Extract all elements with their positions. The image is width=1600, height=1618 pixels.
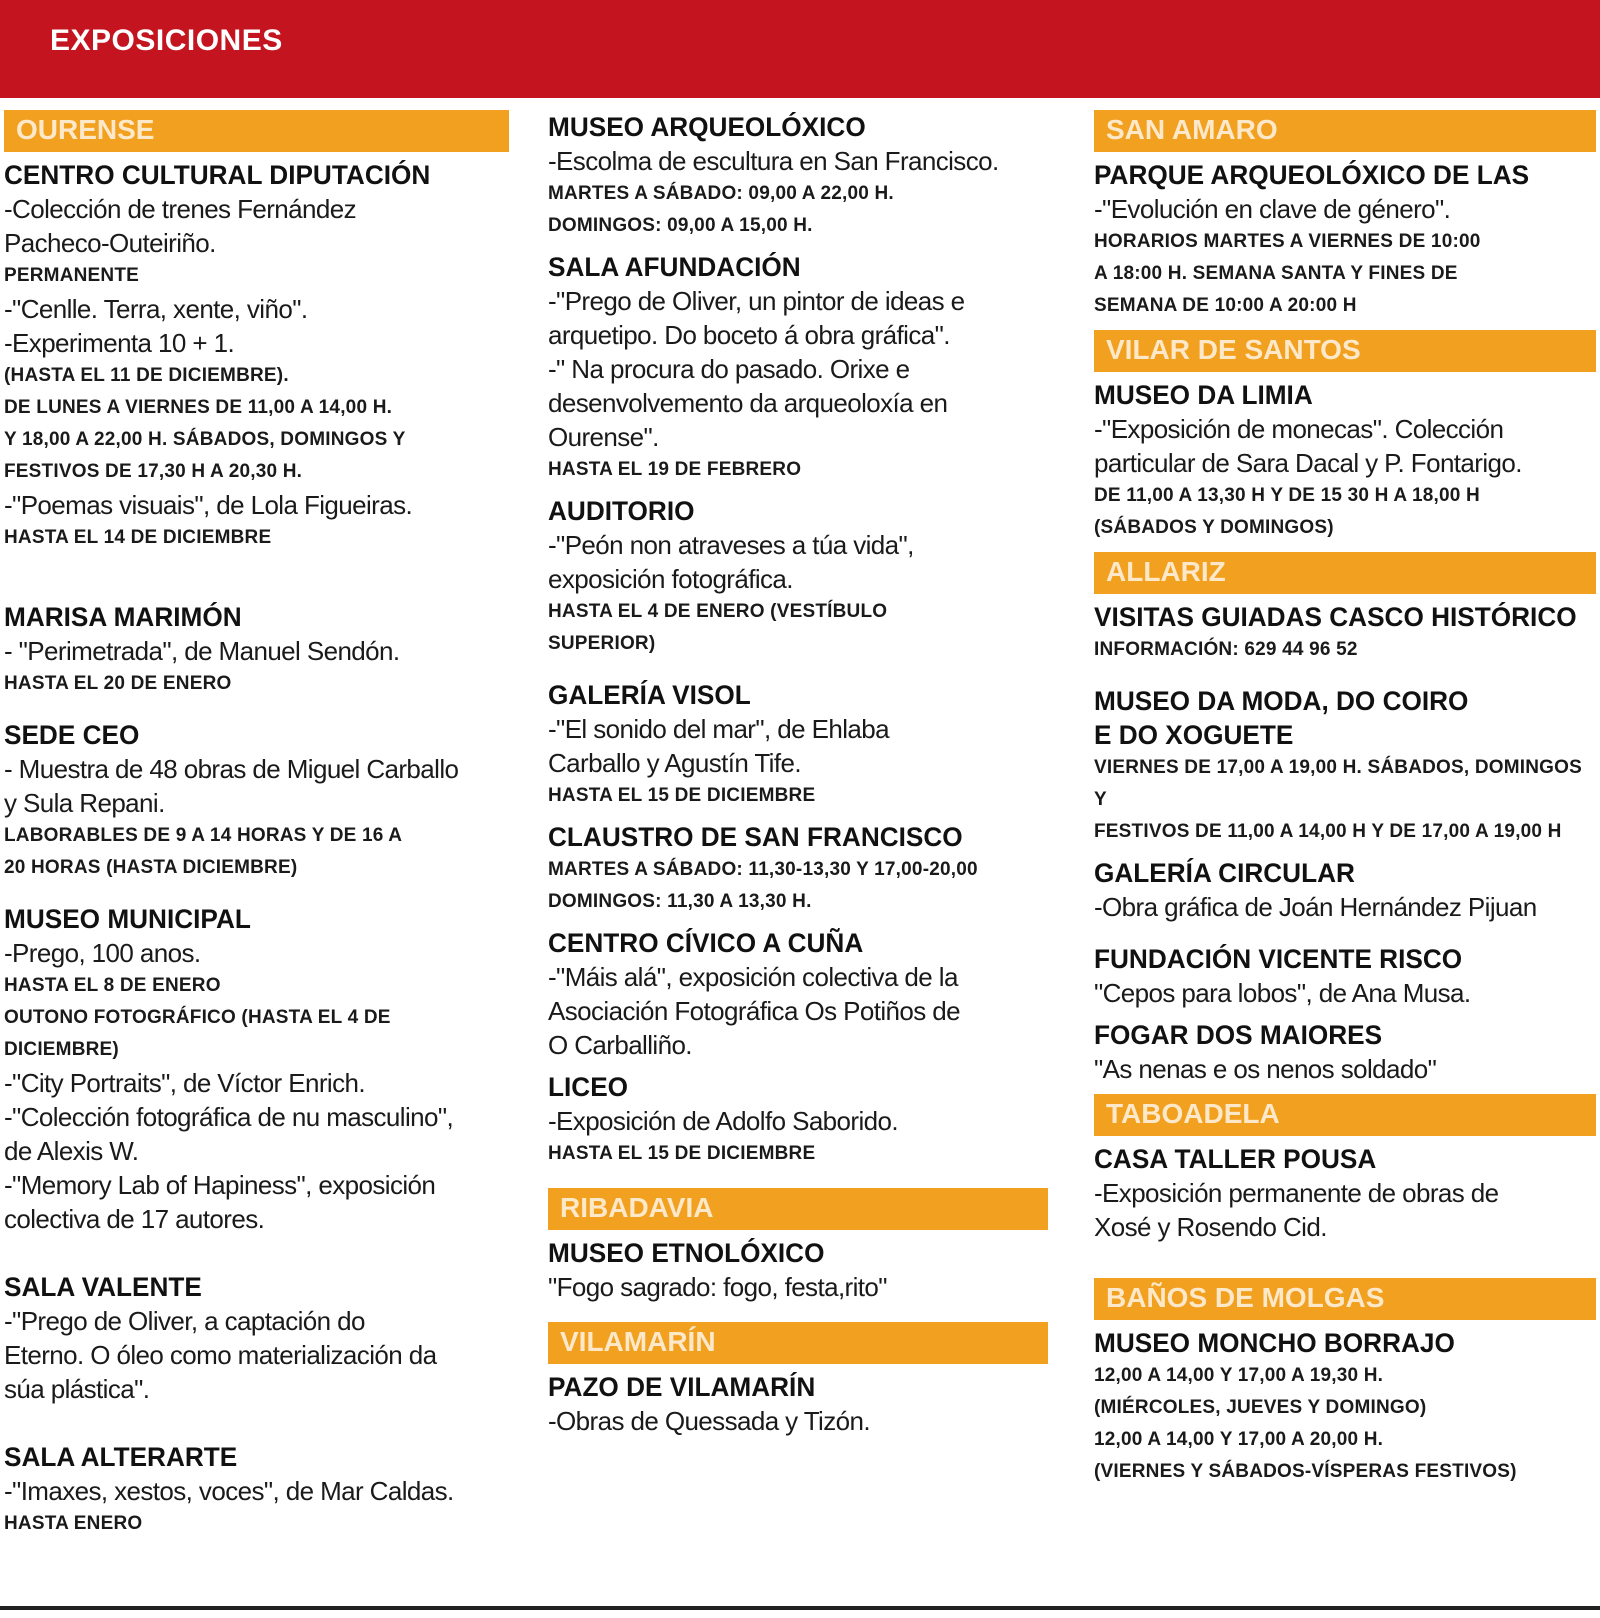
description-text: exposición fotográfica. bbox=[548, 564, 793, 594]
column-2 bbox=[548, 110, 1048, 1446]
schedule-text: SEMANA DE 10:00 A 20:00 H bbox=[1094, 295, 1357, 316]
description-text: -"City Portraits", de Víctor Enrich. bbox=[4, 1068, 365, 1098]
schedule-text: Y 18,00 A 22,00 H. SÁBADOS, DOMINGOS Y bbox=[4, 429, 406, 450]
description-text: súa plástica". bbox=[4, 1374, 150, 1404]
venue-name: SALA AFUNDACIÓN bbox=[548, 252, 801, 282]
exhibition-entry bbox=[1094, 158, 1596, 322]
description-text: -"Máis alá", exposición colectiva de la bbox=[548, 962, 958, 992]
schedule-text: (HASTA EL 11 DE DICIEMBRE). bbox=[4, 365, 289, 386]
venue-name: GALERÍA VISOL bbox=[548, 680, 751, 710]
description-text: desenvolvemento da arqueoloxía en bbox=[548, 388, 948, 418]
schedule-text: MARTES A SÁBADO: 11,30-13,30 Y 17,00-20,00 bbox=[548, 859, 978, 880]
venue-name: PAZO DE VILAMARÍN bbox=[548, 1372, 816, 1402]
schedule-text: 12,00 A 14,00 Y 17,00 A 20,00 H. bbox=[1094, 1429, 1384, 1450]
exhibition-entry bbox=[4, 1440, 509, 1540]
exhibition-entry bbox=[548, 250, 1048, 486]
exhibition-entry bbox=[1094, 378, 1596, 544]
description-text: "As nenas e os nenos soldado" bbox=[1094, 1054, 1437, 1084]
description-text: -"Imaxes, xestos, voces", de Mar Caldas. bbox=[4, 1476, 454, 1506]
venue-name: CLAUSTRO DE SAN FRANCISCO bbox=[548, 822, 963, 852]
description-text: Carballo y Agustín Tife. bbox=[548, 748, 801, 778]
schedule-text: DOMINGOS: 09,00 A 15,00 H. bbox=[548, 215, 813, 236]
description-text: -"Prego de Oliver, un pintor de ideas e bbox=[548, 286, 965, 316]
schedule-text: DE LUNES A VIERNES DE 11,00 A 14,00 H. bbox=[4, 397, 393, 418]
venue-name: AUDITORIO bbox=[548, 496, 695, 526]
description-text: Ourense". bbox=[548, 422, 659, 452]
description-text: -"Colección fotográfica de nu masculino", bbox=[4, 1102, 454, 1132]
venue-name: CASA TALLER POUSA bbox=[1094, 1144, 1377, 1174]
description-text: -Obras de Quessada y Tizón. bbox=[548, 1406, 870, 1436]
description-text: -Prego, 100 anos. bbox=[4, 938, 201, 968]
schedule-text: 20 HORAS (HASTA DICIEMBRE) bbox=[4, 857, 298, 878]
venue-name: MUSEO MONCHO BORRAJO bbox=[1094, 1328, 1455, 1358]
description-text: O Carballiño. bbox=[548, 1030, 692, 1060]
exhibition-entry bbox=[4, 718, 509, 884]
exhibition-entry bbox=[548, 494, 1048, 660]
section-header: VILAMARÍN bbox=[548, 1322, 1048, 1364]
schedule-text: PERMANENTE bbox=[4, 265, 140, 286]
schedule-text: INFORMACIÓN: 629 44 96 52 bbox=[1094, 639, 1358, 660]
description-text: -Colección de trenes Fernández bbox=[4, 194, 356, 224]
venue-name: MUSEO ARQUEOLÓXICO bbox=[548, 112, 866, 142]
schedule-text: (VIERNES Y SÁBADOS-VÍSPERAS FESTIVOS) bbox=[1094, 1461, 1517, 1482]
description-text: -Obra gráfica de Joán Hernández Pijuan bbox=[1094, 892, 1537, 922]
description-text: -"Evolución en clave de género". bbox=[1094, 194, 1451, 224]
schedule-text: (MIÉRCOLES, JUEVES Y DOMINGO) bbox=[1094, 1397, 1427, 1418]
schedule-text: FESTIVOS DE 17,30 H A 20,30 H. bbox=[4, 461, 303, 482]
exhibition-entry bbox=[1094, 684, 1596, 848]
venue-name: MUSEO MUNICIPAL bbox=[4, 904, 251, 934]
exhibition-entry bbox=[548, 820, 1048, 918]
description-text: -"Exposición de monecas". Colección bbox=[1094, 414, 1504, 444]
section-header: RIBADAVIA bbox=[548, 1188, 1048, 1230]
description-text: colectiva de 17 autores. bbox=[4, 1204, 265, 1234]
description-text: -"El sonido del mar", de Ehlaba bbox=[548, 714, 889, 744]
venue-name: VISITAS GUIADAS CASCO HISTÓRICO bbox=[1094, 602, 1577, 632]
exhibition-entry bbox=[1094, 1326, 1596, 1488]
description-text: - Muestra de 48 obras de Miguel Carballo bbox=[4, 754, 459, 784]
exhibition-entry bbox=[548, 678, 1048, 812]
venue-name: MUSEO DA LIMIA bbox=[1094, 380, 1313, 410]
schedule-text: SUPERIOR) bbox=[548, 633, 656, 654]
description-text: y Sula Repani. bbox=[4, 788, 165, 818]
description-text: - "Perimetrada", de Manuel Sendón. bbox=[4, 636, 400, 666]
schedule-text: FESTIVOS DE 11,00 A 14,00 H Y DE 17,00 A 19,00 H bbox=[1094, 821, 1562, 842]
exhibition-entry bbox=[4, 600, 509, 700]
description-text: -"Memory Lab of Hapiness", exposición bbox=[4, 1170, 436, 1200]
schedule-text: DOMINGOS: 11,30 A 13,30 H. bbox=[548, 891, 812, 912]
spacer bbox=[4, 1244, 509, 1270]
description-text: -"Prego de Oliver, a captación do bbox=[4, 1306, 365, 1336]
venue-name: FUNDACIÓN VICENTE RISCO bbox=[1094, 944, 1463, 974]
description-text: de Alexis W. bbox=[4, 1136, 139, 1166]
spacer bbox=[4, 708, 509, 718]
exhibition-entry bbox=[548, 1370, 1048, 1438]
schedule-text: VIERNES DE 17,00 A 19,00 H. SÁBADOS, DOMINGOS Y bbox=[1094, 757, 1583, 810]
description-text: "Fogo sagrado: fogo, festa,rito" bbox=[548, 1272, 887, 1302]
schedule-text: HASTA ENERO bbox=[4, 1513, 143, 1534]
exhibition-entry bbox=[548, 1070, 1048, 1170]
schedule-text: OUTONO FOTOGRÁFICO (HASTA EL 4 DE bbox=[4, 1007, 391, 1028]
description-text: Xosé y Rosendo Cid. bbox=[1094, 1212, 1327, 1242]
description-text: -Escolma de escultura en San Francisco. bbox=[548, 146, 999, 176]
spacer bbox=[548, 1178, 1048, 1188]
section-header: TABOADELA bbox=[1094, 1094, 1596, 1136]
description-text: -"Poemas visuais", de Lola Figueiras. bbox=[4, 490, 413, 520]
exhibition-entry bbox=[548, 926, 1048, 1062]
section-header: BAÑOS DE MOLGAS bbox=[1094, 1278, 1596, 1320]
exhibition-entry bbox=[4, 902, 509, 1236]
venue-name: PARQUE ARQUEOLÓXICO DE LAS bbox=[1094, 160, 1530, 190]
spacer bbox=[1094, 674, 1596, 684]
venue-name: SALA VALENTE bbox=[4, 1272, 202, 1302]
section-header: OURENSE bbox=[4, 110, 509, 152]
venue-name: CENTRO CÍVICO A CUÑA bbox=[548, 928, 864, 958]
schedule-text: HASTA EL 14 DE DICIEMBRE bbox=[4, 527, 272, 548]
exhibition-entry bbox=[1094, 600, 1596, 666]
schedule-text: HORARIOS MARTES A VIERNES DE 10:00 bbox=[1094, 231, 1481, 252]
schedule-text: A 18:00 H. SEMANA SANTA Y FINES DE bbox=[1094, 263, 1458, 284]
schedule-text: HASTA EL 19 DE FEBRERO bbox=[548, 459, 802, 480]
description-text: particular de Sara Dacal y P. Fontarigo. bbox=[1094, 448, 1522, 478]
header-banner bbox=[0, 0, 1600, 98]
exhibition-entry bbox=[1094, 856, 1596, 924]
description-text: -" Na procura do pasado. Orixe e bbox=[548, 354, 910, 384]
schedule-text: 12,00 A 14,00 Y 17,00 A 19,30 H. bbox=[1094, 1365, 1384, 1386]
description-text: Eterno. O óleo como materialización da bbox=[4, 1340, 437, 1370]
schedule-text: LABORABLES DE 9 A 14 HORAS Y DE 16 A bbox=[4, 825, 403, 846]
description-text: -"Cenlle. Terra, xente, viño". bbox=[4, 294, 308, 324]
schedule-text: (SÁBADOS Y DOMINGOS) bbox=[1094, 517, 1334, 538]
schedule-text: HASTA EL 15 DE DICIEMBRE bbox=[548, 1143, 816, 1164]
schedule-text: DE 11,00 A 13,30 H Y DE 15 30 H A 18,00 H bbox=[1094, 485, 1480, 506]
exhibition-entry bbox=[1094, 1018, 1596, 1086]
bottom-rule bbox=[0, 1606, 1600, 1610]
spacer bbox=[548, 668, 1048, 678]
spacer bbox=[4, 562, 509, 600]
venue-name: MUSEO DA MODA, DO COIRO bbox=[1094, 686, 1469, 716]
description-text: Pacheco-Outeiriño. bbox=[4, 228, 216, 258]
schedule-text: MARTES A SÁBADO: 09,00 A 22,00 H. bbox=[548, 183, 894, 204]
exhibition-entry bbox=[4, 158, 509, 554]
spacer bbox=[548, 1312, 1048, 1322]
spacer bbox=[4, 1414, 509, 1440]
exhibition-entry bbox=[548, 110, 1048, 242]
section-header: SAN AMARO bbox=[1094, 110, 1596, 152]
description-text: -"Peón non atraveses a túa vida", bbox=[548, 530, 914, 560]
venue-name: E DO XOGUETE bbox=[1094, 720, 1294, 750]
venue-name: CENTRO CULTURAL DIPUTACIÓN bbox=[4, 160, 431, 190]
section-header: VILAR DE SANTOS bbox=[1094, 330, 1596, 372]
column-3 bbox=[1094, 110, 1596, 1496]
venue-name: LICEO bbox=[548, 1072, 629, 1102]
description-text: arquetipo. Do boceto á obra gráfica". bbox=[548, 320, 950, 350]
venue-name: SALA ALTERARTE bbox=[4, 1442, 238, 1472]
description-text: -Exposición de Adolfo Saborido. bbox=[548, 1106, 898, 1136]
venue-name: FOGAR DOS MAIORES bbox=[1094, 1020, 1383, 1050]
column-1 bbox=[4, 110, 509, 1548]
exhibition-entry bbox=[548, 1236, 1048, 1304]
schedule-text: DICIEMBRE) bbox=[4, 1039, 119, 1060]
exhibition-entry bbox=[1094, 942, 1596, 1010]
venue-name: GALERÍA CIRCULAR bbox=[1094, 858, 1355, 888]
description-text: -Experimenta 10 + 1. bbox=[4, 328, 235, 358]
description-text: -Exposición permanente de obras de bbox=[1094, 1178, 1499, 1208]
venue-name: MUSEO ETNOLÓXICO bbox=[548, 1238, 825, 1268]
schedule-text: HASTA EL 15 DE DICIEMBRE bbox=[548, 785, 816, 806]
section-header: ALLARIZ bbox=[1094, 552, 1596, 594]
description-text: "Cepos para lobos", de Ana Musa. bbox=[1094, 978, 1471, 1008]
exhibition-entry bbox=[1094, 1142, 1596, 1244]
exhibition-entry bbox=[4, 1270, 509, 1406]
description-text: Asociación Fotográfica Os Potiños de bbox=[548, 996, 960, 1026]
schedule-text: HASTA EL 8 DE ENERO bbox=[4, 975, 221, 996]
spacer bbox=[1094, 1252, 1596, 1278]
venue-name: MARISA MARIMÓN bbox=[4, 602, 242, 632]
schedule-text: HASTA EL 20 DE ENERO bbox=[4, 673, 232, 694]
spacer bbox=[4, 892, 509, 902]
page-title: EXPOSICIONES bbox=[50, 24, 283, 57]
spacer bbox=[1094, 932, 1596, 942]
schedule-text: HASTA EL 4 DE ENERO (VESTÍBULO bbox=[548, 601, 888, 622]
venue-name: SEDE CEO bbox=[4, 720, 140, 750]
